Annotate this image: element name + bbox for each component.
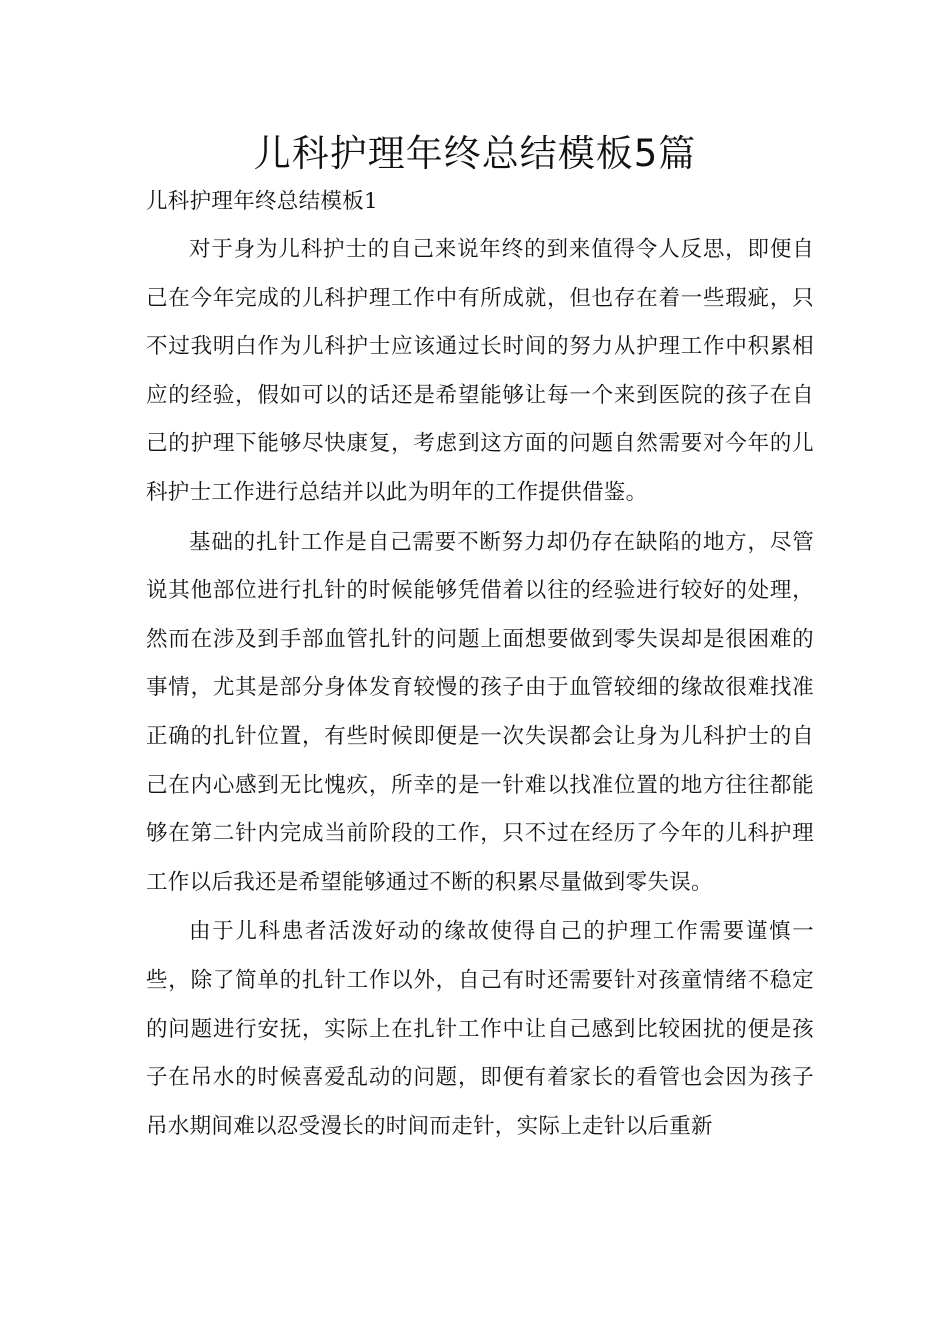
paragraph-2: 基础的扎针工作是自己需要不断努力却仍存在缺陷的地方，尽管说其他部位进行扎针的时候能够凭借着以往的经验进行较好的处理，然而在涉及到手部血管扎针的问题上面想要做到零失误却是很困难的事情，尤其是部分身体发育较慢的孩子由于血管较细的缘故很难找准正确的扎针位置，有些时候即便是一次失误都会让身为儿科护士的自己在内心感到无比愧疚，所幸的是一针难以找准位置的地方往往都能够在第二针内完成当前阶段的工作，只不过在经历了今年的儿科护理工作以后我还是希望能够通过不断的积累尽量做到零失误。	[146, 529, 814, 895]
document-title: 儿科护理年终总结模板5篇	[253, 132, 697, 175]
paragraph-3: 由于儿科患者活泼好动的缘故使得自己的护理工作需要谨慎一些，除了简单的扎针工作以外，自己有时还需要针对孩童情绪不稳定的问题进行安抚，实际上在扎针工作中让自己感到比较困扰的便是孩子在吊水的时候喜爱乱动的问题，即便有着家长的看管也会因为孩子吊水期间难以忍受漫长的时间而走针，实际上走针以后重新	[146, 919, 814, 1139]
section-subtitle: 儿科护理年终总结模板1	[146, 189, 378, 214]
document-body	[146, 178, 814, 1151]
paragraph-1: 对于身为儿科护士的自己来说年终的到来值得令人反思，即便自己在今年完成的儿科护理工作中有所成就，但也存在着一些瑕疵，只不过我明白作为儿科护士应该通过长时间的努力从护理工作中积累相应的经验，假如可以的话还是希望能够让每一个来到医院的孩子在自己的护理下能够尽快康复，考虑到这方面的问题自然需要对今年的儿科护士工作进行总结并以此为明年的工作提供借鉴。	[146, 237, 814, 505]
